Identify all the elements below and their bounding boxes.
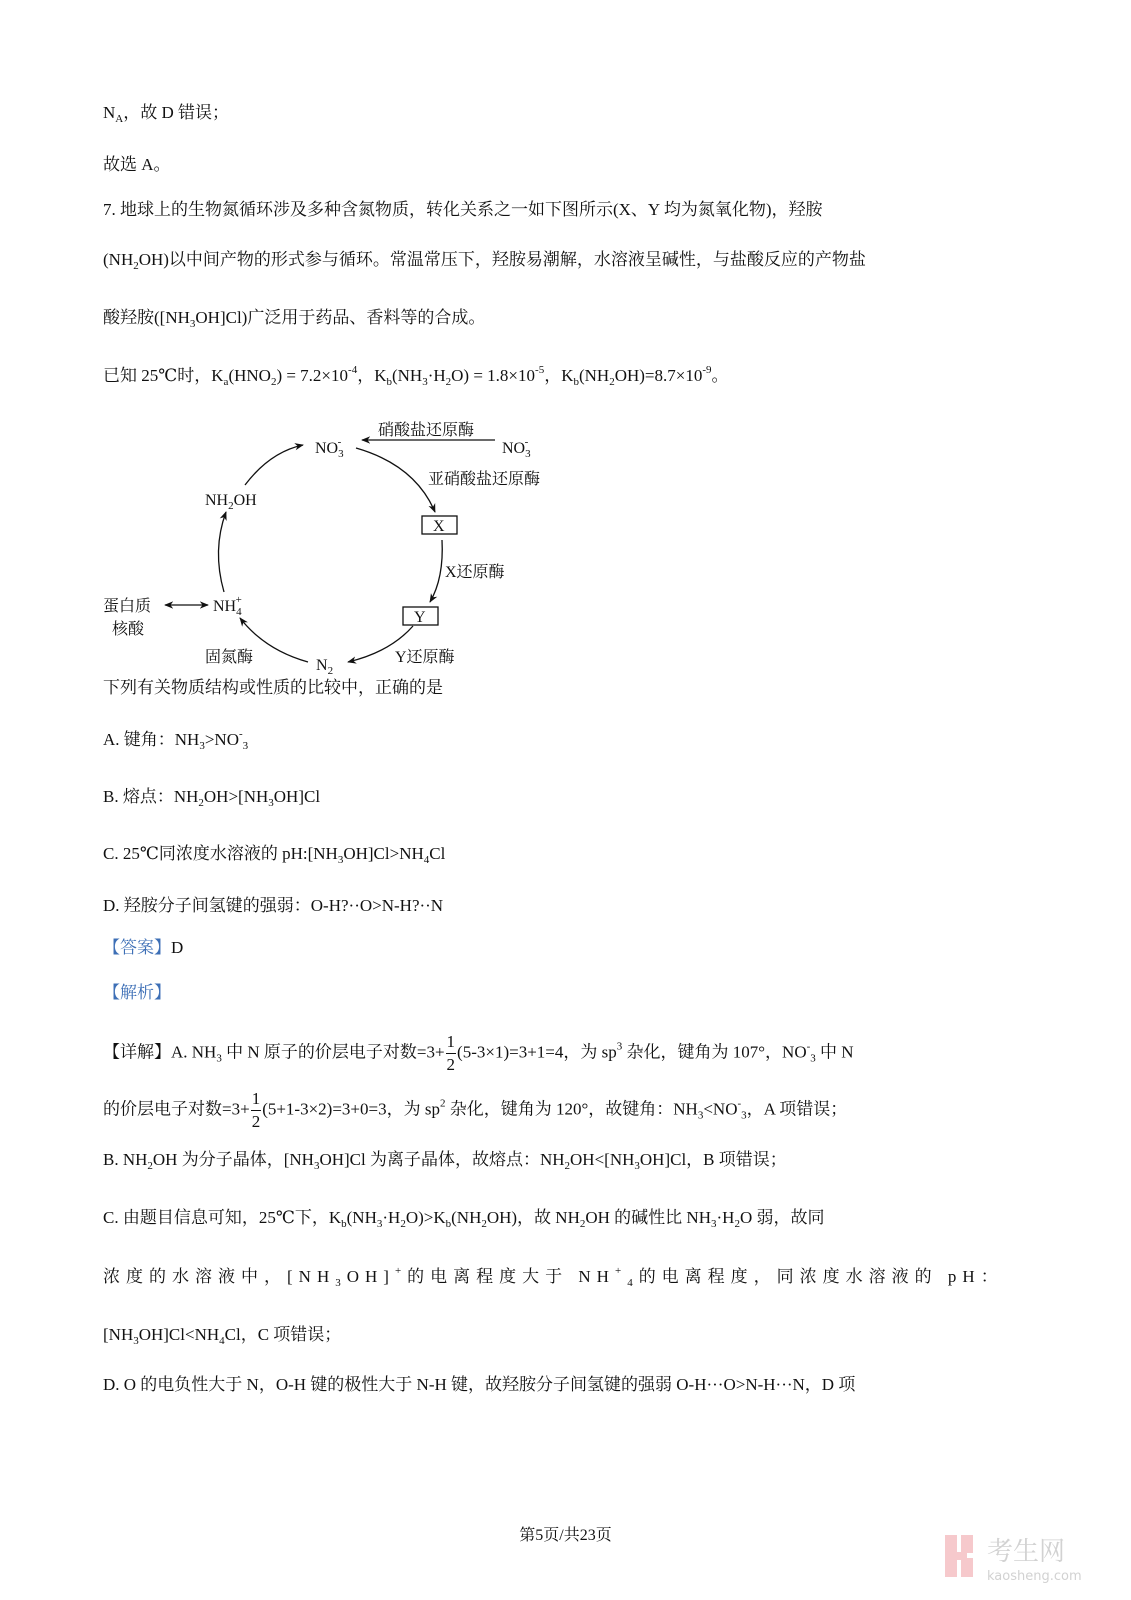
answer-label: 【答案】 — [103, 938, 171, 957]
text-run: OH]Cl)广泛用于药品、香料等的合成。 — [195, 308, 486, 327]
text-run: OH)，故 NH — [486, 1208, 580, 1227]
text-run: OH]Cl>NH — [343, 844, 424, 863]
no3-center: $NO_3-$ — [315, 436, 344, 460]
superscript: - — [806, 1040, 811, 1053]
option-a — [103, 728, 248, 752]
subscript: 3 — [634, 1160, 640, 1172]
option-c — [103, 842, 445, 866]
no3-right: $NO_3-$ — [502, 436, 531, 460]
text-run: OH 为分子晶体，[NH — [152, 1150, 314, 1169]
text-run: O)>K — [405, 1208, 446, 1227]
subscript: 3 — [189, 318, 196, 330]
superscript: -5 — [535, 364, 545, 376]
exp-a1 — [103, 1031, 854, 1076]
enzyme-nitrogenase-label: 固氮酶 — [205, 649, 254, 666]
superscript: -9 — [702, 364, 712, 376]
answer-line — [103, 936, 183, 960]
exp-c1 — [103, 1206, 824, 1230]
text-run: ，K — [357, 366, 387, 385]
subscript: 2 — [198, 797, 204, 809]
text-run: N — [103, 103, 116, 122]
kaosheng-watermark-logo — [945, 1530, 1125, 1585]
superscript: + — [394, 1265, 408, 1277]
text-run: D. 羟胺分子间氢键的强弱：O-H?··O>N-H?··N — [103, 896, 444, 915]
protein-label: 蛋白质 — [103, 598, 152, 615]
option-b — [103, 785, 320, 809]
subscript: 4 — [423, 854, 430, 866]
text-run: OH)=8.7×10 — [614, 366, 703, 385]
enzyme-nitrite-label: 亚硝酸盐还原酶 — [428, 471, 541, 488]
enzyme-x-label: X还原酶 — [445, 564, 505, 581]
superscript: -4 — [348, 364, 358, 376]
nh2oh-label: $NH_2OH$ — [205, 492, 257, 512]
subscript: 3 — [376, 1218, 383, 1230]
text-run: 中 N — [815, 1042, 854, 1062]
superscript: - — [239, 728, 243, 740]
subscript: 3 — [313, 1160, 320, 1172]
text-run: ，故 D 错误； — [123, 103, 230, 122]
subscript: 4 — [627, 1277, 639, 1289]
text-run: O 弱，故同 — [739, 1208, 825, 1227]
text-run: (NH — [578, 366, 610, 385]
arrow-x-to-y — [430, 540, 442, 602]
fraction: $\frac{1}{2}$ — [446, 1032, 456, 1074]
exp-c3 — [103, 1323, 341, 1347]
exp-a2 — [103, 1088, 847, 1133]
nh4-label: $NH_4+$ — [213, 594, 242, 618]
enzyme-y-label: Y还原酶 — [395, 649, 455, 666]
subscript: 2 — [400, 1218, 406, 1230]
exp-d1 — [103, 1373, 855, 1397]
text-run: 。 — [711, 366, 729, 385]
q7-line3 — [103, 306, 485, 330]
text-run: (NH — [346, 1208, 377, 1227]
analysis-label: 【解析】 — [103, 983, 171, 1002]
text-run: ·H — [716, 1208, 735, 1227]
text-run: 杂化，键角为 120°，故键角：NH — [445, 1099, 698, 1119]
subscript: 3 — [741, 1109, 747, 1122]
text-run: O) = 1.8×10 — [451, 366, 536, 385]
q7-line2 — [103, 248, 866, 272]
watermark-en: kaosheng.com — [987, 1569, 1082, 1584]
enzyme-nitrate-label: 硝酸盐还原酶 — [378, 422, 475, 439]
subscript: 3 — [268, 797, 274, 809]
text-run: 已知 25℃时，K — [103, 366, 224, 385]
arrow-nh4-to-nh2oh — [218, 512, 226, 592]
text-run: (5+1-3×2)=3+0=3，为 sp — [262, 1099, 440, 1119]
q7-known — [103, 364, 729, 388]
text-run: (NH — [451, 1208, 482, 1227]
text-run: 酸羟胺([NH — [103, 308, 190, 327]
subscript: 3 — [199, 740, 205, 752]
q7-line1 — [103, 198, 823, 222]
analysis-line — [103, 981, 171, 1005]
exp-b — [103, 1148, 787, 1172]
text-run: 杂化，键角为 107°，NO — [622, 1042, 807, 1062]
nitrogen-cycle-diagram — [90, 400, 560, 675]
text-run: 的价层电子对数=3+ — [103, 1099, 250, 1119]
text-run: 浓度的水溶液中，[NH — [103, 1267, 336, 1286]
text-run: OH]Cl<NH — [138, 1325, 220, 1344]
page-footer: 第5页/共23页 — [519, 1527, 612, 1544]
subscript: 3 — [337, 854, 344, 866]
text-run: (5-3×1)=3+1=4，为 sp — [457, 1042, 617, 1062]
text-run: ，K — [544, 366, 574, 385]
arrow-nh2oh-to-no3 — [245, 445, 303, 485]
subscript: 3 — [697, 1109, 704, 1122]
text-run: C. 25℃同浓度水溶液的 pH:[NH — [103, 844, 338, 863]
subscript: b — [341, 1218, 347, 1230]
answer-value: D — [171, 938, 184, 957]
text-run: 中 N 原子的价层电子对数=3+ — [221, 1042, 445, 1062]
subscript: b — [445, 1218, 452, 1230]
superscript: 2 — [439, 1097, 446, 1110]
text-run: OH]Cl 为离子晶体，故熔点：NH — [319, 1150, 565, 1169]
text-run: A. 键角：NH — [103, 730, 200, 749]
x-box-label: X — [433, 518, 445, 535]
option-d — [103, 894, 443, 918]
text-run: (NH — [103, 250, 134, 269]
text-run: 【详解】A. NH — [103, 1042, 217, 1062]
text-run: OH>[NH — [203, 787, 269, 806]
subscript: 4 — [219, 1335, 225, 1347]
q7-question — [103, 676, 443, 700]
arrow-no3-to-x — [356, 448, 435, 512]
text-run: B. NH — [103, 1150, 148, 1169]
subscript: a — [223, 376, 229, 388]
watermark-cn: 考生网 — [987, 1537, 1066, 1567]
text-run: C. 由题目信息可知，25℃下，K — [103, 1208, 342, 1227]
text-run: 的电离程度，同浓度水溶液的 pH： — [638, 1267, 1004, 1286]
superscript: - — [737, 1097, 742, 1110]
text-run: <NO — [703, 1099, 738, 1119]
exp-c2 — [103, 1265, 1004, 1289]
text-run: Cl — [429, 844, 446, 863]
text-run: B. 熔点：NH — [103, 787, 199, 806]
subscript: 3 — [422, 376, 428, 388]
subscript: 2 — [609, 376, 615, 388]
text-run: 的电离程度大于 NH — [407, 1267, 615, 1286]
text-run: 下列有关物质结构或性质的比较中，正确的是 — [103, 678, 443, 697]
subscript: 3 — [133, 1335, 139, 1347]
subscript: 3 — [335, 1277, 347, 1289]
subscript: 3 — [216, 1052, 222, 1065]
subscript: 3 — [810, 1052, 816, 1065]
text-run: ·H — [427, 366, 446, 385]
text-run: [NH — [103, 1325, 134, 1344]
text-run: D. O 的电负性大于 N，O-H 键的极性大于 N-H 键，故羟胺分子间氢键的强弱 O-H···O>N-H···N，D 项 — [103, 1375, 856, 1394]
text-run: ) = 7.2×10 — [276, 366, 349, 385]
text-run: ，A 项错误； — [746, 1099, 848, 1119]
text-run: OH)以中间产物的形式参与循环。常温常压下，羟胺易潮解，水溶液呈碱性，与盐酸反应的产物盐 — [138, 250, 866, 269]
text-run: 故选 A。 — [103, 155, 171, 174]
superscript: + — [614, 1265, 628, 1277]
subscript: b — [573, 376, 579, 388]
text-run: ·H — [382, 1208, 401, 1227]
subscript: b — [386, 376, 392, 388]
superscript: 3 — [616, 1040, 623, 1053]
text-run: OH 的碱性比 NH — [585, 1208, 711, 1227]
fraction: $\frac{1}{2}$ — [251, 1089, 261, 1131]
text-run: OH] — [346, 1267, 395, 1286]
subscript: 2 — [147, 1160, 153, 1172]
subscript: 2 — [579, 1218, 586, 1230]
text-run: 7. 地球上的生物氮循环涉及多种含氮物质，转化关系之一如下图所示(X、Y 均为氮氧化物)，羟胺 — [103, 200, 823, 219]
prev-d-end — [103, 101, 229, 125]
text-run: Cl，C 项错误； — [224, 1325, 342, 1344]
text-run: OH<[NH — [570, 1150, 635, 1169]
text-run: OH]Cl，B 项错误； — [639, 1150, 787, 1169]
subscript: 3 — [710, 1218, 717, 1230]
subscript: 3 — [242, 740, 249, 752]
y-box-label: Y — [414, 609, 426, 626]
subscript: A — [115, 113, 124, 125]
subscript: 2 — [270, 376, 277, 388]
subscript: 2 — [734, 1218, 740, 1230]
subscript: 2 — [564, 1160, 571, 1172]
subscript: 2 — [445, 376, 452, 388]
nucleic-acid-label: 核酸 — [112, 621, 145, 638]
text-run: >NO — [204, 730, 239, 749]
prev-answer — [103, 153, 171, 177]
text-run: OH]Cl — [273, 787, 321, 806]
subscript: 2 — [133, 260, 139, 272]
subscript: 2 — [481, 1218, 487, 1230]
text-run: (NH — [391, 366, 423, 385]
n2-label: $N_2$ — [316, 657, 334, 675]
text-run: (HNO — [228, 366, 271, 385]
